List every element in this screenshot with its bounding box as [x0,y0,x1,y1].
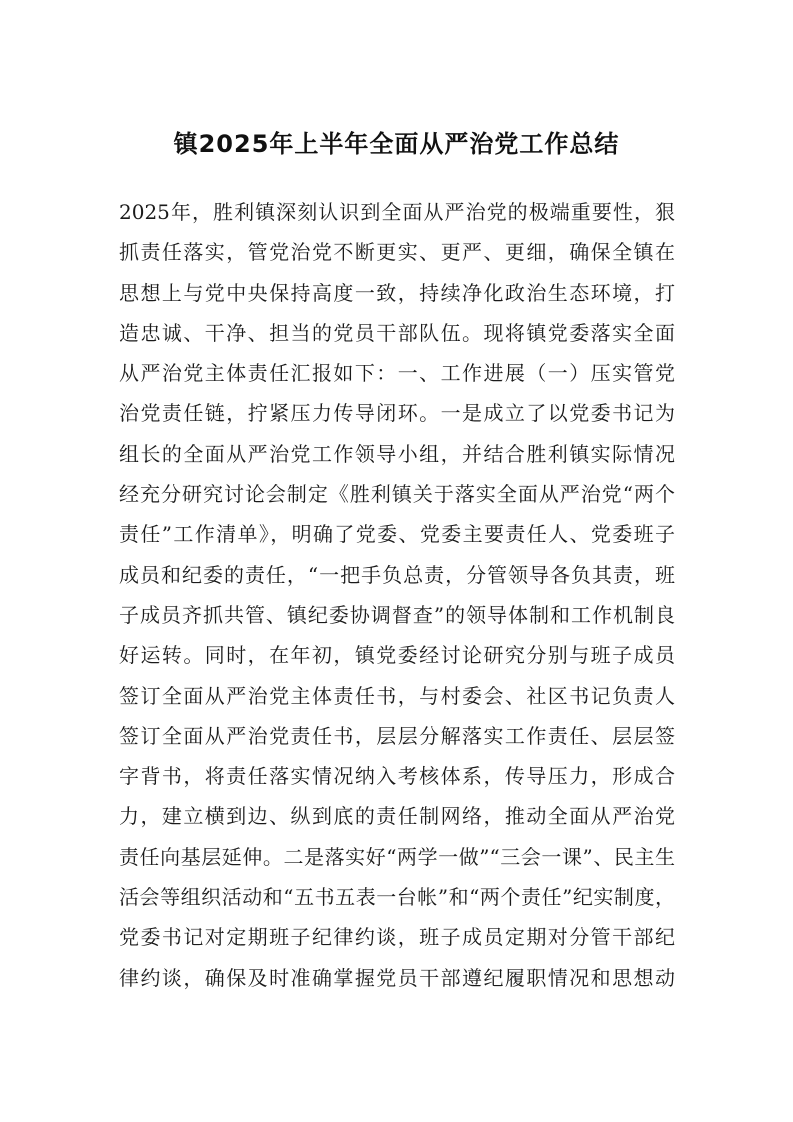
body-line: 2025年，胜利镇深刻认识到全面从严治党的极端重要性，狠 [119,200,675,224]
body-line: 字背书，将责任落实情况纳入考核体系，传导压力，形成合 [119,764,675,789]
body-line: 抓责任落实，管党治党不断更实、更严、更细，确保全镇在 [119,240,675,265]
body-line: 责任”工作清单》，明确了党委、党委主要责任人、党委班子 [119,522,675,547]
body-line: 力，建立横到边、纵到底的责任制网络，推动全面从严治党 [119,804,675,829]
body-line: 责任向基层延伸。二是落实好“两学一做”“三会一课”、民主生 [119,844,675,869]
body-line: 签订全面从严治党责任书，层层分解落实工作责任、层层签 [119,723,675,748]
body-line: 党委书记对定期班子纪律约谈，班子成员定期对分管干部纪 [119,925,675,950]
body-line: 治党责任链，拧紧压力传导闭环。一是成立了以党委书记为 [119,401,675,426]
body-line: 活会等组织活动和“五书五表一台帐”和“两个责任”纪实制度， [119,885,675,910]
body-line: 好运转。同时，在年初，镇党委经讨论研究分别与班子成员 [119,643,675,668]
body-line: 成员和纪委的责任，“一把手负总责，分管领导各负其责，班 [119,562,675,587]
body-line: 签订全面从严治党主体责任书，与村委会、社区书记负责人 [119,683,675,708]
body-line: 子成员齐抓共管、镇纪委协调督查”的领导体制和工作机制良 [119,602,675,627]
body-line: 思想上与党中央保持高度一致，持续净化政治生态环境，打 [119,280,675,305]
body-line: 造忠诚、干净、担当的党员干部队伍。现将镇党委落实全面 [119,320,675,345]
document-body [119,192,675,998]
body-line: 经充分研究讨论会制定《胜利镇关于落实全面从严治党“两个 [119,482,675,507]
body-line: 律约谈，确保及时准确掌握党员干部遵纪履职情况和思想动 [119,965,675,990]
body-line: 组长的全面从严治党工作领导小组，并结合胜利镇实际情况 [119,441,675,466]
body-line: 从严治党主体责任汇报如下：一、工作进展（一）压实管党 [119,361,675,386]
document-title: 镇2025年上半年全面从严治党工作总结 [173,130,620,158]
